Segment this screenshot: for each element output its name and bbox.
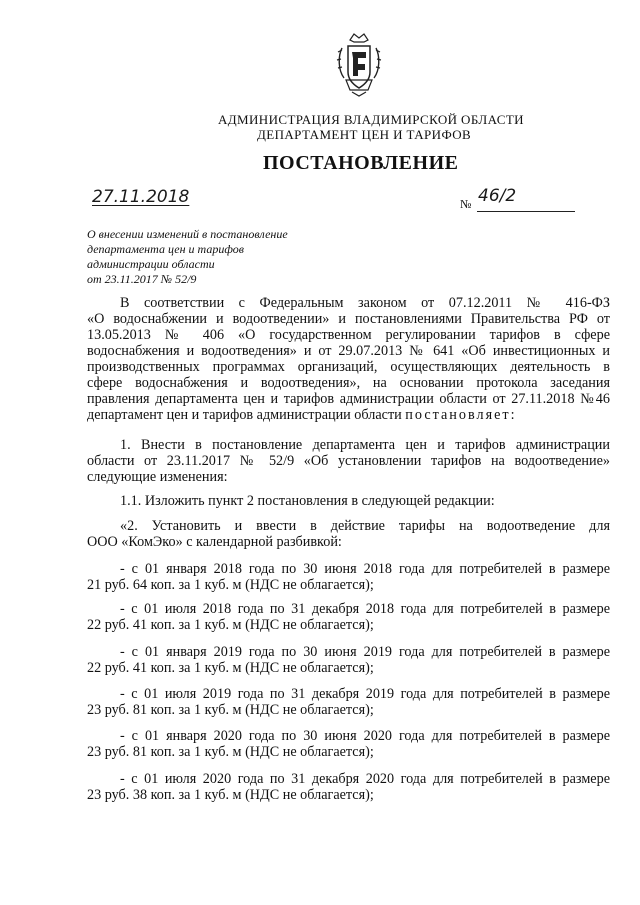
subject-line: от 23.11.2017 № 52/9 xyxy=(87,272,197,286)
tariff-item xyxy=(87,728,610,760)
department-name: ДЕПАРТАМЕНТ ЦЕН И ТАРИФОВ xyxy=(257,127,472,142)
subject-line: О внесении изменений в постановление xyxy=(87,227,288,241)
text-line: - с 01 января 2019 года по 30 июня 2019 года для потребителей в размере xyxy=(120,644,610,660)
tariff-item xyxy=(87,601,610,633)
text-line: 22 руб. 41 коп. за 1 куб. м (НДС не облагается); xyxy=(87,660,374,676)
text-line-start: департамент цен и тарифов администрации области xyxy=(87,407,402,423)
document-date: 27.11.2018 xyxy=(92,187,190,207)
text-line: 13.05.2013 № 406 «О государственном регулировании тарифов в сфере xyxy=(87,327,610,343)
text-line: следующие изменения: xyxy=(87,469,228,485)
text-line: - с 01 июля 2020 года по 31 декабря 2020 года для потребителей в размере xyxy=(120,771,610,787)
item-2-paragraph xyxy=(87,518,610,550)
tariff-item xyxy=(87,686,610,718)
text-line: В соответствии с Федеральным законом от 07.12.2011 № 416-ФЗ xyxy=(120,295,610,311)
item-1-paragraph xyxy=(87,437,610,485)
subject-line: администрации области xyxy=(87,257,215,271)
organization-name: АДМИНИСТРАЦИЯ ВЛАДИМИРСКОЙ ОБЛАСТИ xyxy=(218,112,524,127)
text-line: 23 руб. 81 коп. за 1 куб. м (НДС не облагается); xyxy=(87,702,374,718)
document-number xyxy=(460,186,517,212)
text-line: сфере водоснабжения и водоотведения», на основании протокола заседания xyxy=(87,375,610,391)
text-line: производственных программах организаций, осуществляющих деятельность в xyxy=(87,359,610,375)
subject-block xyxy=(87,227,288,287)
item-1-1: 1.1. Изложить пункт 2 постановления в следующей редакции: xyxy=(120,493,495,509)
text-line: - с 01 июля 2018 года по 31 декабря 2018 года для потребителей в размере xyxy=(120,601,610,617)
text-line: 22 руб. 41 коп. за 1 куб. м (НДС не облагается); xyxy=(87,617,374,633)
coat-of-arms-emblem xyxy=(334,30,384,98)
document-title: ПОСТАНОВЛЕНИЕ xyxy=(263,152,459,174)
text-line: 21 руб. 64 коп. за 1 куб. м (НДС не облагается); xyxy=(87,577,374,593)
tariff-item xyxy=(87,771,610,803)
text-line: «О водоснабжении и водоотведении» и постановлениями Правительства РФ от xyxy=(87,311,610,327)
text-line: области от 23.11.2017 № 52/9 «Об установлении тарифов на водоотведение» xyxy=(87,453,610,469)
text-line: 23 руб. 38 коп. за 1 куб. м (НДС не облагается); xyxy=(87,787,374,803)
text-line: - с 01 января 2020 года по 30 июня 2020 года для потребителей в размере xyxy=(120,728,610,744)
text-line: - с 01 января 2018 года по 30 июня 2018 года для потребителей в размере xyxy=(120,561,610,577)
number-underline xyxy=(477,211,575,212)
preamble-paragraph xyxy=(87,295,610,423)
number-value: 46/2 xyxy=(478,186,517,206)
subject-line: департамента цен и тарифов xyxy=(87,242,244,256)
text-line xyxy=(87,407,610,423)
text-line: «2. Установить и ввести в действие тарифы на водоотведение для xyxy=(120,518,610,534)
text-line: 1. Внести в постановление департамента цен и тарифов администрации xyxy=(120,437,610,453)
decree-word: постановляет: xyxy=(405,407,517,423)
text-line: - с 01 июля 2019 года по 31 декабря 2019 года для потребителей в размере xyxy=(120,686,610,702)
text-line: правления департамента цен и тарифов администрации области от 27.11.2018 №46 xyxy=(87,391,610,407)
tariff-item xyxy=(87,644,610,676)
text-line: ООО «КомЭко» с календарной разбивкой: xyxy=(87,534,342,550)
tariff-item xyxy=(87,561,610,593)
text-line: водоснабжения и водоотведения» и от 29.07.2013 № 641 «Об инвестиционных и xyxy=(87,343,610,359)
number-sign: № xyxy=(460,197,472,211)
text-line: 23 руб. 81 коп. за 1 куб. м (НДС не облагается); xyxy=(87,744,374,760)
